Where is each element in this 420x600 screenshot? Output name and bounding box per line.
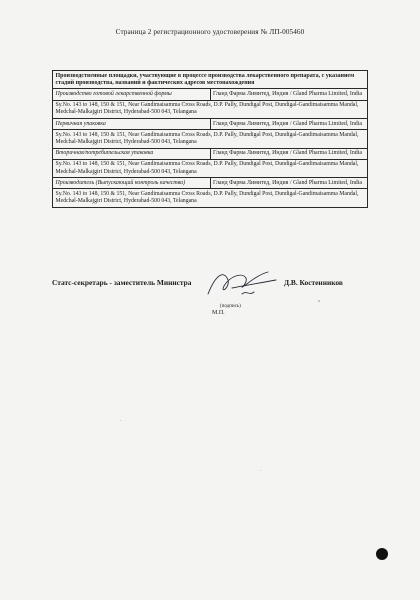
address-cell: Sy.No. 143 to 148, 150 & 151, Near Gandimaisamma Cross Roads, D.P. Pally, Dundigal Post, Dundigal-Gandimaisamma Mandal, Medchal-Malkajgiri District, Hyderabad-500 043, Telangana [53,130,368,148]
company-cell: Гланд Фарма Лимитед, Индия / Gland Pharma Limited, India [210,178,368,189]
table-row [53,89,368,100]
table-row [53,189,368,207]
position-title: Статс-секретарь - заместитель Министра [52,278,192,287]
table-header-cell: Производственные площадки, участвующие в процессе производства лекарственного препарата, с указанием стадий производства, названий и фактических адресов местонахождения [53,71,368,89]
stage-cell: Вторичная/потребительская упаковка [53,148,211,159]
seal-caption: М.П. [212,310,225,316]
scan-speck [318,300,320,302]
company-cell: Гланд Фарма Лимитед, Индия / Gland Pharma Limited, India [210,119,368,130]
production-sites-table [52,70,368,208]
signature-caption: (подпись) [220,304,241,309]
table-row [53,100,368,118]
scan-punch-hole [376,548,388,560]
signatory-name: Д.В. Костенников [284,278,343,287]
signature-block [52,278,372,338]
address-cell: Sy.No. 143 to 148, 150 & 151, Near Gandimaisamma Cross Roads, D.P. Pally, Dundigal Post, Dundigal-Gandimaisamma Mandal, Medchal-Malkajgiri District, Hyderabad-500 043, Telangana [53,159,368,177]
table-row [53,119,368,130]
stage-cell: Первичная упаковка [53,119,211,130]
table-row [53,159,368,177]
page-header: Страница 2 регистрационного удостоверения № ЛП-005460 [115,28,305,36]
scan-speck [260,470,261,471]
table-row [53,148,368,159]
company-cell: Гланд Фарма Лимитед, Индия / Gland Pharma Limited, India [210,148,368,159]
table-header-row [53,71,368,89]
handwritten-signature [202,264,282,306]
stage-cell: Производитель (Выпускающий контроль качества) [53,178,211,189]
table-row [53,130,368,148]
table-row [53,178,368,189]
address-cell: Sy.No. 143 to 148, 150 & 151, Near Gandimaisamma Cross Roads, D.P. Pally, Dundigal Post, Dundigal-Gandimaisamma Mandal, Medchal-Malkajgiri District, Hyderabad-500 043, Telangana [53,189,368,207]
scan-speck [120,420,121,421]
stage-cell: Производство готовой лекарственной формы [53,89,211,100]
company-cell: Гланд Фарма Лимитед, Индия / Gland Pharma Limited, India [210,89,368,100]
address-cell: Sy.No. 143 to 148, 150 & 151, Near Gandimaisamma Cross Roads, D.P. Pally, Dundigal Post, Dundigal-Gandimaisamma Mandal, Medchal-Malkajgiri District, Hyderabad-500 043, Telangana [53,100,368,118]
